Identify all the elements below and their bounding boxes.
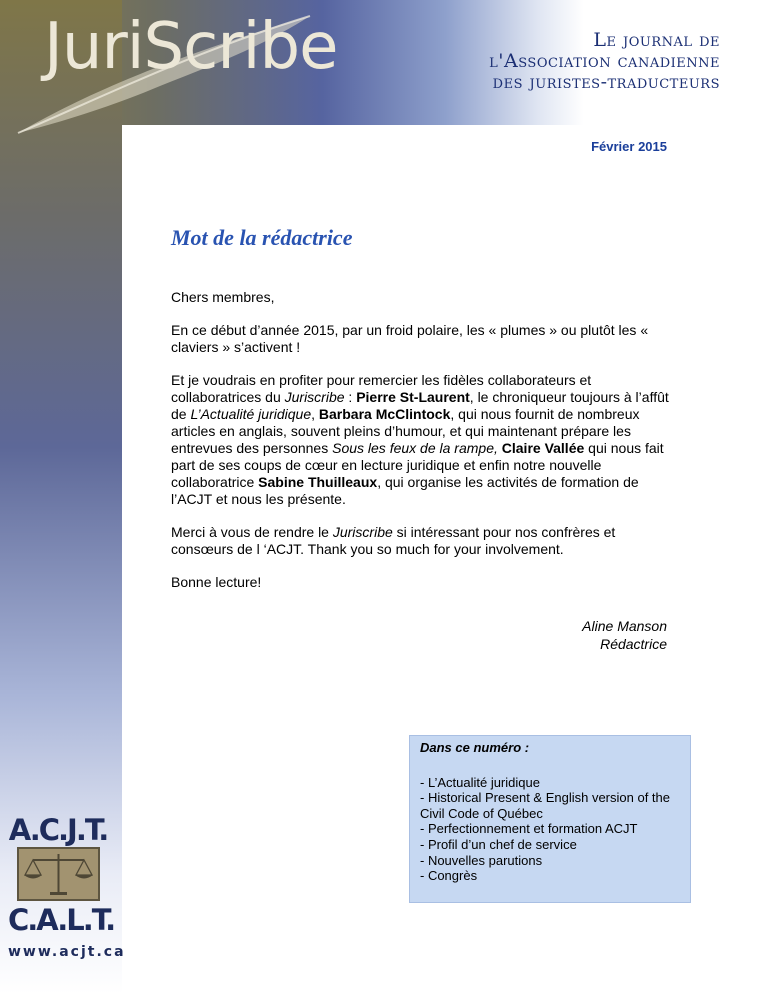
acronym-en: C.A.L.T.	[8, 903, 115, 937]
editorial-body	[171, 289, 676, 607]
signature-name: Aline Manson	[582, 618, 667, 634]
issue-date: Février 2015	[591, 139, 667, 154]
list-item: - L’Actualité juridique	[420, 774, 540, 790]
list-item: - Perfectionnement et formation ACJT	[420, 821, 638, 837]
list-item: - Nouvelles parutions	[420, 852, 543, 868]
list-item: - Historical Present & English version of the Civil Code of Québec	[420, 790, 670, 821]
journal-tagline	[489, 30, 720, 93]
list-item: - Congrès	[420, 868, 478, 884]
signature-title: Rédactrice	[600, 636, 667, 652]
closing: Bonne lecture!	[171, 574, 262, 590]
tagline-line: Le journal de	[593, 29, 720, 51]
table-of-contents	[409, 735, 691, 903]
paragraph: En ce début d’année 2015, par un froid polaire, les « plumes » ou plutôt les « claviers » s’activent !	[171, 322, 649, 355]
paragraph: Et je voudrais en profiter pour remercier les fidèles collaborateurs et collaboratrices du Juriscribe : Pierre St-Laurent, le chroniqueur toujours à l’affût de L’Actualité juridique, Barbara McClintock, qui nous fournit de nombreux articles en anglais, souvent pleins d’humour, et qui maintenant prépare les entrevues des personnes Sous les feux de la rampe, Claire Vallée qui nous fait part de ses coups de cœur en lecture juridique et enfin notre nouvelle collaboratrice Sabine Thuilleaux, qui organise les activités de formation de l’ACJT et nous les présente.	[171, 372, 669, 507]
toc-title: Dans ce numéro :	[420, 740, 530, 755]
scales-of-justice-icon	[17, 847, 100, 901]
signature	[582, 617, 667, 653]
tagline-line: des juristes-traducteurs	[492, 71, 720, 93]
paragraph: Merci à vous de rendre le Juriscribe si intéressant pour nos confrères et consœurs de l ‘ACJT. Thank you so much for your involvement.	[171, 524, 616, 557]
website-link[interactable]: www.acjt.ca	[8, 944, 126, 960]
acronym-fr: A.C.J.T.	[8, 813, 108, 847]
list-item: - Profil d’un chef de service	[420, 836, 577, 852]
acjt-logo	[8, 813, 115, 937]
greeting: Chers membres,	[171, 289, 275, 305]
toc-list	[420, 775, 680, 884]
page-title: Mot de la rédactrice	[171, 225, 353, 250]
tagline-line: l'Association canadienne	[489, 50, 720, 72]
logo-wordmark: JuriScribe	[44, 10, 338, 84]
